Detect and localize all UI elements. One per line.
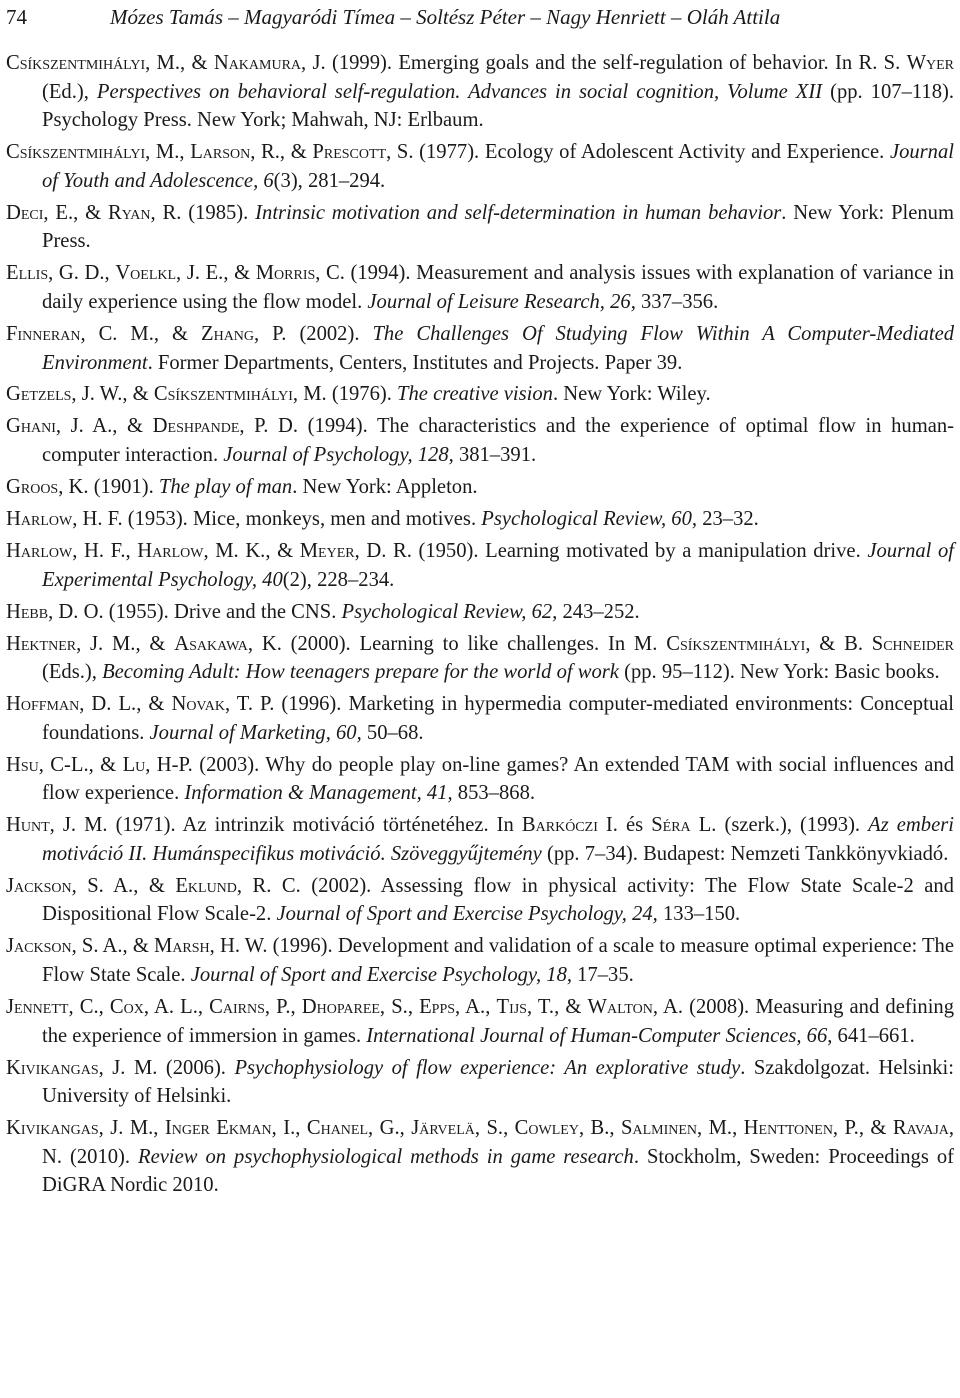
- reference-author: Hunt, J. M.: [6, 814, 108, 837]
- reference-entry: [6, 872, 954, 929]
- reference-text: , &: [133, 874, 176, 897]
- page-number: 74: [6, 5, 27, 29]
- reference-title: Psychophysiology of flow experience: An explorative study: [234, 1056, 741, 1079]
- reference-text: ,: [609, 1117, 622, 1140]
- reference-author: Novak, T. P.: [171, 693, 275, 716]
- reference-author: Chanel, G.: [306, 1117, 400, 1140]
- reference-author: Finneran, C. M.: [6, 322, 154, 345]
- reference-text: , &: [554, 996, 588, 1019]
- reference-text: . New York: Appleton.: [292, 476, 478, 499]
- reference-text: ,: [732, 1117, 744, 1140]
- reference-entry: [6, 138, 954, 195]
- reference-text: . Former Departments, Centers, Institutes and Projects. Paper 39.: [147, 351, 683, 374]
- reference-author: Séra: [651, 814, 691, 837]
- reference-text: (1996). Marketing in hypermedia computer-mediated environments: Conceptual foundations.: [42, 693, 954, 744]
- reference-text: ,: [98, 996, 110, 1019]
- reference-entry: [6, 932, 954, 989]
- reference-author: Ellis, G. D.: [6, 262, 105, 285]
- reference-author: Voelkl, J. E.: [115, 262, 224, 285]
- reference-entry: [6, 49, 954, 135]
- reference-text: I. és: [597, 814, 652, 837]
- reference-author: Kivikangas, J. M.: [6, 1056, 158, 1079]
- reference-entry: [6, 993, 954, 1050]
- reference-author: Järvelä, S.: [411, 1117, 504, 1140]
- reference-author: Cowley, B.: [514, 1117, 610, 1140]
- reference-title: Journal of Leisure Research, 26,: [367, 290, 636, 313]
- reference-text: . Szakdolgozat. Helsinki: University of Helsinki.: [42, 1056, 954, 1108]
- reference-author: Morris, C.: [255, 262, 345, 285]
- reference-author: Cox, A. L.: [109, 996, 198, 1019]
- running-header: [6, 2, 954, 32]
- reference-text: , &: [122, 383, 154, 406]
- reference-author: Ghani, J. A.: [6, 415, 113, 438]
- reference-author: Schneider: [871, 632, 954, 655]
- reference-author: Lu, H-P.: [122, 753, 193, 776]
- reference-text: , &: [135, 632, 175, 655]
- reference-text: ,: [104, 262, 116, 285]
- reference-author: Ryan, R.: [108, 201, 182, 224]
- reference-text: (1985).: [181, 201, 256, 224]
- reference-entry: [6, 380, 954, 409]
- reference-entry: [6, 630, 954, 687]
- reference-text: , &: [112, 415, 153, 438]
- reference-author: Groos, K.: [6, 476, 89, 499]
- running-head-authors: Mózes Tamás – Magyaródi Tímea – Soltész Péter – Nagy Henriett – Oláh Attila: [110, 5, 781, 29]
- reference-author: Jennett, C.: [6, 996, 99, 1019]
- reference-author: Larson, R.: [190, 141, 280, 164]
- reference-text: (3), 281–294.: [273, 169, 386, 192]
- reference-author: Harlow, M. K.: [137, 540, 266, 563]
- reference-author: Hebb, D. O.: [6, 600, 104, 623]
- reference-text: (pp. 7–34). Budapest: Nemzeti Tankkönyvkiadó.: [541, 842, 949, 865]
- reference-author: Hoffman, D. L.: [6, 693, 137, 716]
- reference-title: Intrinsic motivation and self-determination in human behavior: [255, 201, 782, 224]
- reference-title: International Journal of Human-Computer Sciences, 66,: [366, 1024, 833, 1047]
- reference-text: (2), 228–234.: [282, 568, 395, 591]
- reference-author: Harlow, H. F.: [6, 540, 126, 563]
- reference-text: (1999). Emerging goals and the self-regulation of behavior. In R. S.: [325, 52, 907, 74]
- reference-text: , &: [122, 935, 155, 958]
- reference-text: (1994). Measurement and analysis issues with explanation of variance in daily experience using the flow model.: [42, 262, 954, 313]
- reference-title: Az emberi motiváció II. Humánspecifikus motiváció. Szöveggyűjtemény: [42, 814, 954, 865]
- reference-text: 50–68.: [361, 721, 424, 744]
- reference-text: , &: [180, 52, 214, 74]
- reference-text: ,: [290, 996, 302, 1019]
- reference-author: Hsu, C-L.: [6, 753, 89, 776]
- reference-text: , &: [88, 753, 123, 776]
- reference-text: (1994). The characteristics and the experience of optimal flow in human-computer interaction.: [42, 415, 955, 467]
- reference-text: L. (szerk.), (1993).: [690, 814, 869, 837]
- reference-text: (1901).: [88, 476, 159, 499]
- reference-entry: [6, 320, 954, 377]
- reference-entry: [6, 690, 954, 747]
- reference-author: Jackson, S. A.: [6, 874, 134, 897]
- reference-text: , &: [73, 201, 109, 224]
- reference-title: Journal of Youth and Adolescence, 6: [42, 141, 955, 192]
- reference-entry: [6, 751, 954, 808]
- reference-text: (1996). Development and validation of a scale to measure optimal experience: The Flow State Scale.: [42, 935, 954, 987]
- reference-text: . New York: Plenum Press.: [42, 201, 954, 253]
- reference-text: 23–32.: [697, 508, 759, 531]
- reference-title: Journal of Psychology, 128,: [223, 444, 454, 467]
- reference-text: 243–252.: [557, 600, 640, 623]
- reference-text: (2010).: [62, 1145, 139, 1168]
- reference-author: Prescott, S.: [312, 141, 414, 164]
- reference-author: Kivikangas, J. M.: [6, 1117, 154, 1140]
- reference-entry: [6, 1114, 954, 1200]
- reference-title: Psychological Review, 62,: [341, 600, 558, 623]
- reference-text: 17–35.: [572, 964, 634, 987]
- reference-entry: [6, 811, 954, 868]
- reference-text: ,: [485, 996, 497, 1019]
- reference-title: Journal of Experimental Psychology, 40: [42, 540, 955, 591]
- reference-author: Tijs, T.: [496, 996, 555, 1019]
- reference-author: Csíkszentmihályi: [666, 632, 806, 655]
- reference-text: , &: [279, 141, 313, 164]
- reference-title: Psychological Review, 60,: [481, 508, 698, 531]
- reference-entry: [6, 473, 954, 502]
- reference-text: , &: [858, 1117, 893, 1140]
- reference-text: (2000). Learning to like challenges. In M.: [281, 632, 667, 655]
- reference-text: (2008). Measuring and defining the experience of immersion in games.: [42, 996, 955, 1047]
- reference-text: (pp. 107–118). Psychology Press. New York; Mahwah, NJ: Erlbaum.: [42, 80, 955, 132]
- reference-text: ,: [153, 1117, 165, 1140]
- reference-text: 853–868.: [452, 782, 536, 805]
- reference-text: (1971). Az intrinzik motiváció történetéhez. In: [107, 814, 522, 837]
- reference-text: ,: [295, 1117, 307, 1140]
- reference-author: Csíkszentmihályi, M.: [6, 141, 180, 164]
- reference-title: Review on psychophysiological methods in game research: [138, 1145, 634, 1168]
- reference-author: Marsh, H. W.: [154, 935, 268, 958]
- reference-text: ,: [125, 540, 138, 563]
- reference-text: (2002). Assessing flow in physical activity: The Flow State Scale-2 and Dispositional Flow Scale-2.: [42, 874, 954, 926]
- reference-entry: [6, 259, 954, 316]
- reference-text: (1953). Mice, monkeys, men and motives.: [122, 508, 482, 531]
- reference-author: Deshpande, P. D.: [152, 415, 299, 438]
- reference-text: (2003). Why do people play on-line games? An extended TAM with social influences and flow experience.: [42, 753, 955, 805]
- reference-title: Perspectives on behavioral self-regulation. Advances in social cognition, Volume XII: [96, 80, 823, 103]
- reference-title: The Challenges Of Studying Flow Within A Computer-Mediated Environment: [42, 322, 954, 374]
- reference-text: ,: [179, 141, 191, 164]
- reference-entry: [6, 1054, 954, 1111]
- reference-entry: [6, 537, 954, 594]
- reference-entry: [6, 598, 954, 627]
- reference-author: Jackson, S. A.: [6, 935, 123, 958]
- reference-author: Eklund, R. C.: [175, 874, 301, 897]
- reference-author: Walton, A.: [587, 996, 684, 1019]
- reference-author: Asakawa, K.: [174, 632, 282, 655]
- reference-author: Inger Ekman, I.: [164, 1117, 296, 1140]
- reference-title: Becoming Adult: How teenagers prepare for the world of work: [102, 661, 619, 684]
- reference-author: Ravaja, N.: [42, 1117, 955, 1168]
- reference-text: ,: [503, 1117, 515, 1140]
- reference-author: Zhang, P.: [201, 322, 287, 345]
- reference-text: (2006).: [157, 1056, 235, 1079]
- reference-text: (2002).: [286, 322, 373, 345]
- reference-text: (Ed.),: [42, 80, 97, 103]
- reference-text: , &: [265, 540, 300, 563]
- reference-author: Deci, E.: [6, 201, 74, 224]
- reference-title: Information & Management, 41,: [184, 782, 453, 805]
- reference-text: 641–661.: [832, 1024, 915, 1047]
- reference-text: (1950). Learning motivated by a manipulation drive.: [411, 540, 868, 563]
- reference-text: , &: [136, 693, 172, 716]
- reference-text: (1955). Drive and the CNS.: [103, 600, 342, 623]
- reference-text: ,: [399, 1117, 412, 1140]
- reference-title: Journal of Sport and Exercise Psychology, 24,: [276, 903, 658, 926]
- reference-list: [6, 49, 954, 1203]
- reference-author: Epps, A.: [419, 996, 486, 1019]
- reference-text: 337–356.: [635, 290, 719, 313]
- reference-title: The creative vision: [397, 383, 553, 406]
- reference-text: (pp. 95–112). New York: Basic books.: [618, 661, 940, 684]
- reference-text: , & B.: [805, 632, 872, 655]
- reference-text: , &: [223, 262, 256, 285]
- reference-entry: [6, 505, 954, 534]
- reference-author: Salminen, M.: [621, 1117, 733, 1140]
- reference-author: Hektner, J. M.: [6, 632, 136, 655]
- reference-author: Nakamura, J.: [213, 52, 326, 74]
- reference-title: Journal of Sport and Exercise Psychology, 18,: [190, 964, 573, 987]
- reference-title: Journal of Marketing, 60,: [149, 721, 362, 744]
- reference-text: ,: [407, 996, 420, 1019]
- reference-text: . New York: Wiley.: [552, 383, 711, 406]
- reference-author: Harlow, H. F.: [6, 508, 123, 531]
- reference-author: Getzels, J. W.: [6, 383, 123, 406]
- reference-text: (1976).: [326, 383, 398, 406]
- reference-entry: [6, 412, 954, 469]
- reference-author: Henttonen, P.: [743, 1117, 859, 1140]
- reference-author: Barkóczi: [521, 814, 598, 837]
- reference-text: , &: [153, 322, 201, 345]
- reference-text: 381–391.: [453, 444, 537, 467]
- reference-author: Cairns, P.: [209, 996, 291, 1019]
- reference-text: 133–150.: [657, 903, 741, 926]
- reference-text: . Stockholm, Sweden: Proceedings of DiGRA Nordic 2010.: [42, 1145, 954, 1197]
- reference-entry: [6, 199, 954, 256]
- reference-author: Meyer, D. R.: [299, 540, 412, 563]
- reference-text: (Eds.),: [42, 661, 103, 684]
- reference-title: The play of man: [158, 476, 293, 499]
- reference-text: ,: [197, 996, 210, 1019]
- reference-author: Wyer: [906, 52, 955, 74]
- reference-author: Dhoparee, S.: [301, 996, 408, 1019]
- reference-author: Csíkszentmihályi, M.: [6, 52, 181, 74]
- reference-author: Csíkszentmihályi, M.: [153, 383, 327, 406]
- reference-text: (1977). Ecology of Adolescent Activity and Experience.: [413, 141, 890, 164]
